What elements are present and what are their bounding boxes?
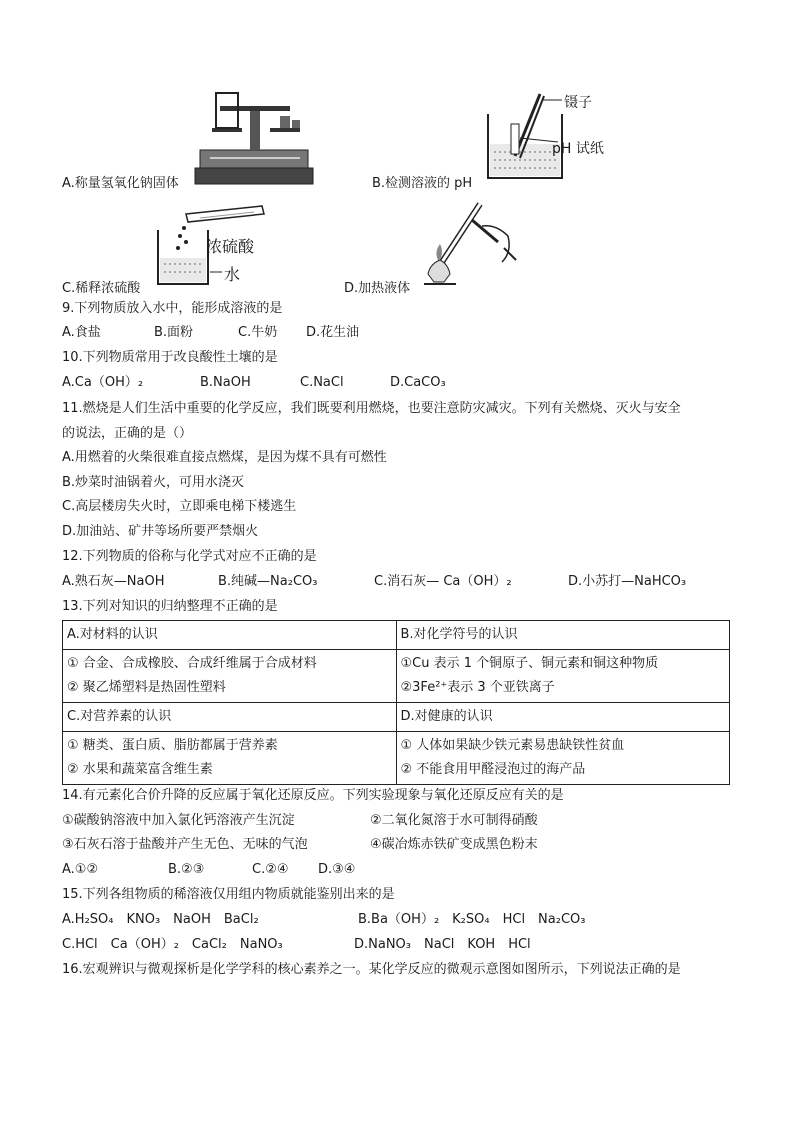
q14-options [62, 861, 355, 879]
option-d-label: D.加热液体 [344, 281, 411, 296]
q13-d-item-1: ① 人体如果缺少铁元素易患缺铁性贫血 [400, 738, 625, 753]
q13-d-item-2: ② 不能食用甲醛浸泡过的海产品 [400, 762, 586, 777]
q16-stem: 16.宏观辨识与微观探析是化学学科的核心素养之一。某化学反应的微观示意图如图所示，下列说法正确的是 [62, 962, 681, 977]
q15-option-b: B.Ba（OH）₂ K₂SO₄ HCl Na₂CO₃ [358, 912, 586, 927]
q14-statement-2: ②二氧化氮溶于水可制得硝酸 [370, 813, 538, 828]
q9-option-b: B.面粉 [154, 325, 194, 340]
fig-c-water-label: 水 [224, 265, 241, 284]
q14-option-b: B.②③ [168, 862, 205, 877]
q12-option-d: D.小苏打—NaHCO₃ [568, 574, 687, 589]
q9-option-c: C.牛奶 [238, 325, 278, 340]
q11-option-a: A.用燃着的火柴很难直接点燃煤，是因为煤不具有可燃性 [62, 450, 387, 465]
option-b-label: B.检测溶液的 pH [372, 176, 473, 191]
q13-cell-a-head: A.对材料的认识 [63, 621, 397, 650]
fig-c-acid-label: 浓硫酸 [206, 237, 255, 256]
fig-b-tweezers-label: 镊子 [564, 95, 592, 111]
balance-figure [190, 88, 320, 188]
q13-cell-b-head: B.对化学符号的认识 [396, 621, 730, 650]
q15-options-row-1 [62, 911, 585, 929]
q9-options [62, 324, 359, 342]
q13-cell-c-head: C.对营养素的认识 [63, 703, 397, 732]
q12-option-b: B.纯碱—Na₂CO₃ [218, 574, 318, 589]
q11-stem-2: 的说法，正确的是（） [62, 426, 193, 441]
q13-a-item-1: ① 合金、合成橡胶、合成纤维属于合成材料 [67, 656, 317, 671]
q13-a-item-2: ② 聚乙烯塑料是热固性塑料 [67, 680, 226, 695]
q13-c-item-2: ② 水果和蔬菜富含维生素 [67, 762, 213, 777]
q10-option-b: B.NaOH [200, 375, 251, 390]
q10-options [62, 374, 446, 392]
q15-stem: 15.下列各组物质的稀溶液仅用组内物质就能鉴别出来的是 [62, 887, 395, 902]
q13-stem: 13.下列对知识的归纳整理不正确的是 [62, 599, 278, 614]
q13-cell-d-head: D.对健康的认识 [396, 703, 730, 732]
q13-cell-c-body [63, 732, 397, 785]
q13-cell-b-body [396, 650, 730, 703]
q15-option-a: A.H₂SO₄ KNO₃ NaOH BaCl₂ [62, 912, 259, 927]
q10-stem: 10.下列物质常用于改良酸性土壤的是 [62, 350, 278, 365]
q10-option-d: D.CaCO₃ [390, 375, 446, 390]
fig-b-paper-label: pH 试纸 [552, 141, 604, 157]
q15-option-c: C.HCl Ca（OH）₂ CaCl₂ NaNO₃ [62, 937, 283, 952]
q13-knowledge-table [62, 620, 730, 785]
q13-cell-a-body [63, 650, 397, 703]
q14-option-d: D.③④ [318, 862, 356, 877]
q11-option-d: D.加油站、矿井等场所要严禁烟火 [62, 524, 259, 539]
q14-option-a: A.①② [62, 862, 99, 877]
q12-option-a: A.熟石灰—NaOH [62, 574, 165, 589]
q9-option-d: D.花生油 [306, 325, 360, 340]
q14-statements-row-1 [62, 812, 538, 830]
option-c-label: C.稀释浓硫酸 [62, 281, 141, 296]
q9-stem: 9.下列物质放入水中，能形成溶液的是 [62, 301, 283, 316]
q9-option-a: A.食盐 [62, 325, 101, 340]
q12-options [62, 573, 686, 591]
q14-option-c: C.②④ [252, 862, 289, 877]
q11-stem-1: 11.燃烧是人们生活中重要的化学反应，我们既要利用燃烧，也要注意防灾减灾。下列有关燃烧、灭火与安全 [62, 401, 681, 416]
q13-cell-d-body [396, 732, 730, 785]
q10-option-c: C.NaCl [300, 375, 344, 390]
heating-liquid-figure [412, 192, 522, 290]
q10-option-a: A.Ca（OH）₂ [62, 375, 144, 390]
q15-options-row-2 [62, 936, 531, 954]
ph-test-figure [480, 86, 620, 186]
q14-statement-4: ④碳冶炼赤铁矿变成黑色粉末 [370, 837, 538, 852]
q13-b-item-2: ②3Fe²⁺表示 3 个亚铁离子 [400, 680, 555, 695]
q14-stem: 14.有元素化合价升降的反应属于氧化还原反应。下列实验现象与氧化还原反应有关的是 [62, 788, 564, 803]
q12-stem: 12.下列物质的俗称与化学式对应不正确的是 [62, 549, 317, 564]
q11-option-b: B.炒菜时油锅着火，可用水浇灭 [62, 475, 245, 490]
q13-b-item-1: ①Cu 表示 1 个铜原子、铜元素和铜这种物质 [400, 656, 659, 671]
q14-statement-1: ①碳酸钠溶液中加入氯化钙溶液产生沉淀 [62, 813, 295, 828]
q15-option-d: D.NaNO₃ NaCl KOH HCl [354, 937, 531, 952]
q12-option-c: C.消石灰— Ca（OH）₂ [374, 574, 512, 589]
q14-statements-row-2 [62, 836, 538, 854]
q13-c-item-1: ① 糖类、蛋白质、脂肪都属于营养素 [67, 738, 278, 753]
option-a-label: A.称量氢氧化钠固体 [62, 176, 179, 191]
q14-statement-3: ③石灰石溶于盐酸并产生无色、无味的气泡 [62, 837, 308, 852]
q11-option-c: C.高层楼房失火时，立即乘电梯下楼逃生 [62, 499, 297, 514]
